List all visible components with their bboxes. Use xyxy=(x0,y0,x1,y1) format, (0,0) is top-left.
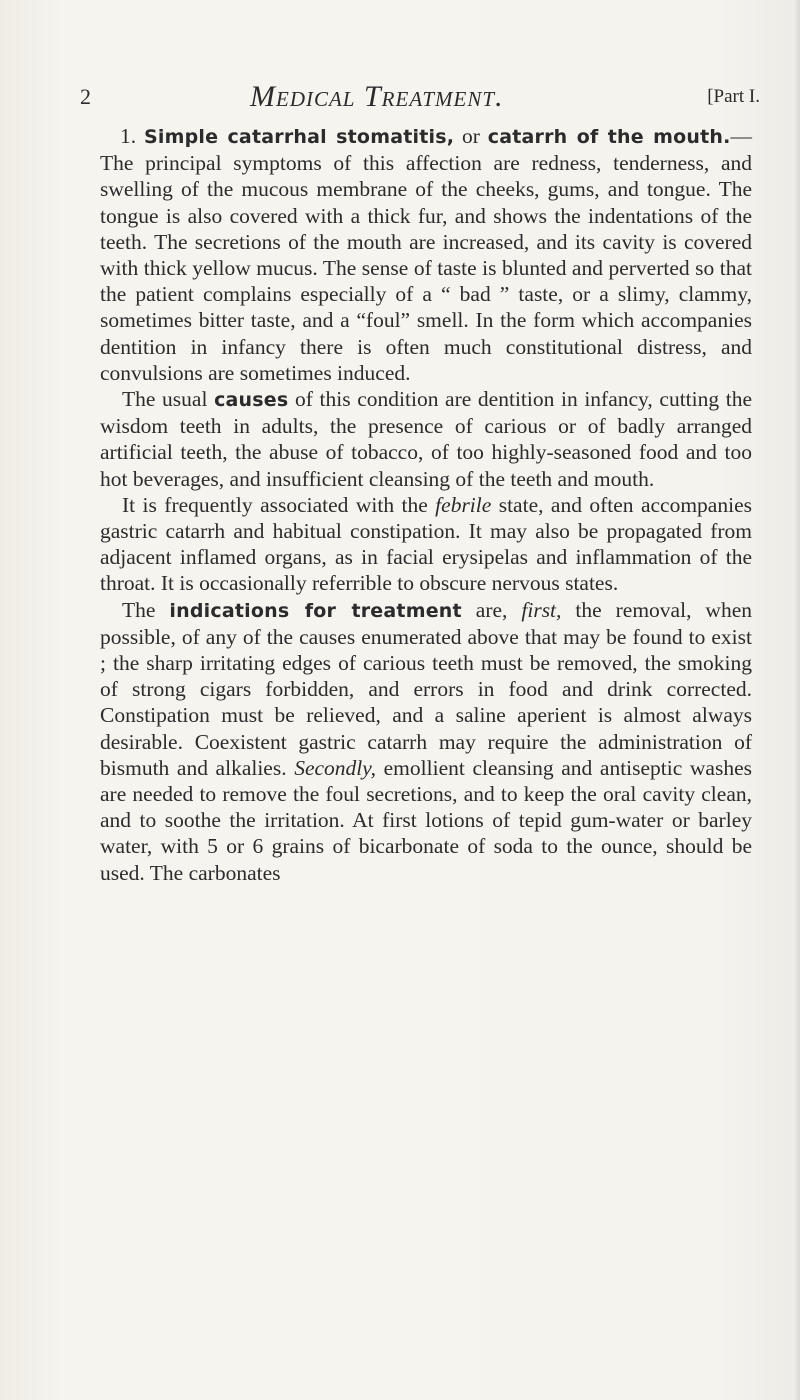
treatment-term: indications for treatment xyxy=(169,599,462,622)
paragraph-3 xyxy=(100,492,752,597)
body-text xyxy=(100,123,752,886)
running-title: Medical Treatment. xyxy=(250,80,504,113)
heading-connector: or xyxy=(454,124,488,148)
causes-term: causes xyxy=(214,389,289,412)
page-edge-shadow xyxy=(794,0,800,1400)
page-header xyxy=(80,80,760,120)
paragraph-text: the removal, when possible, of any of the causes enumerated above that may be found to exist ; the sharp irritating edges of carious teeth must be removed, the smoking of strong cigars forbidden, and errors in food and drink corrected. Constipation must be relieved, and a saline aperient is almost always desirable. Coexistent gastric catarrh may require the administration of bismuth and alkalies. xyxy=(100,597,752,780)
paragraph-text: of this condition are dentition in infancy, cutting the wisdom teeth in adults, the presence of carious or of badly arranged artificial teeth, the abuse of tobacco, of too highly-seasoned food and too hot beverages, and insufficient cleansing of the teeth and mouth. xyxy=(100,387,752,491)
section-heading: Simple catarrhal stomatitis, xyxy=(143,126,455,148)
page-number: 2 xyxy=(80,84,91,109)
paragraph-text: —The principal symptoms of this affection are redness, tenderness, and swelling of the mucous membrane of the cheeks, gums, and tongue. The tongue is also covered with a thick fur, and shows the indentations of the teeth. The secretions of the mouth are increased, and its cavity is covered with thick yellow mucus. The sense of taste is blunted and perverted so that the patient complains especially of a “ bad ” taste, or a slimy, clammy, sometimes bitter taste, and a “foul” smell. In the form which accompanies dentition in infancy there is often much constitutional distress, and convulsions are sometimes induced. xyxy=(100,124,752,385)
paragraph-lead: It is frequently associated with the xyxy=(122,492,436,517)
first-term: first, xyxy=(521,597,562,622)
paragraph-lead: The xyxy=(122,597,170,622)
part-label: [Part I. xyxy=(707,86,760,107)
paragraph-text-2: emollient cleansing and antiseptic washes are needed to remove the foul secretions, and to keep the oral cavity clean, and to soothe the irritation. At first lotions of tepid gum-water or barley water, with 5 or 6 grains of bicarbonate of soda to the ounce, should be used. The carbonates xyxy=(100,755,753,885)
secondly-term: Secondly, xyxy=(294,755,377,780)
section-number: 1. xyxy=(120,124,137,148)
paragraph-lead: The usual xyxy=(122,387,215,412)
paragraph-4 xyxy=(100,597,752,886)
paragraph-mid: are, xyxy=(461,597,522,622)
paragraph-1 xyxy=(100,123,752,386)
paragraph-text: state, and often accompanies gastric catarrh and habitual constipation. It may also be propagated from adjacent inflamed organs, as in facial erysipelas and inflammation of the throat. It is occasionally referrible to obscure nervous states. xyxy=(100,492,752,596)
section-heading-alt: catarrh of the mouth. xyxy=(487,126,731,148)
paragraph-2 xyxy=(100,386,752,492)
febrile-term: febrile xyxy=(435,492,492,517)
